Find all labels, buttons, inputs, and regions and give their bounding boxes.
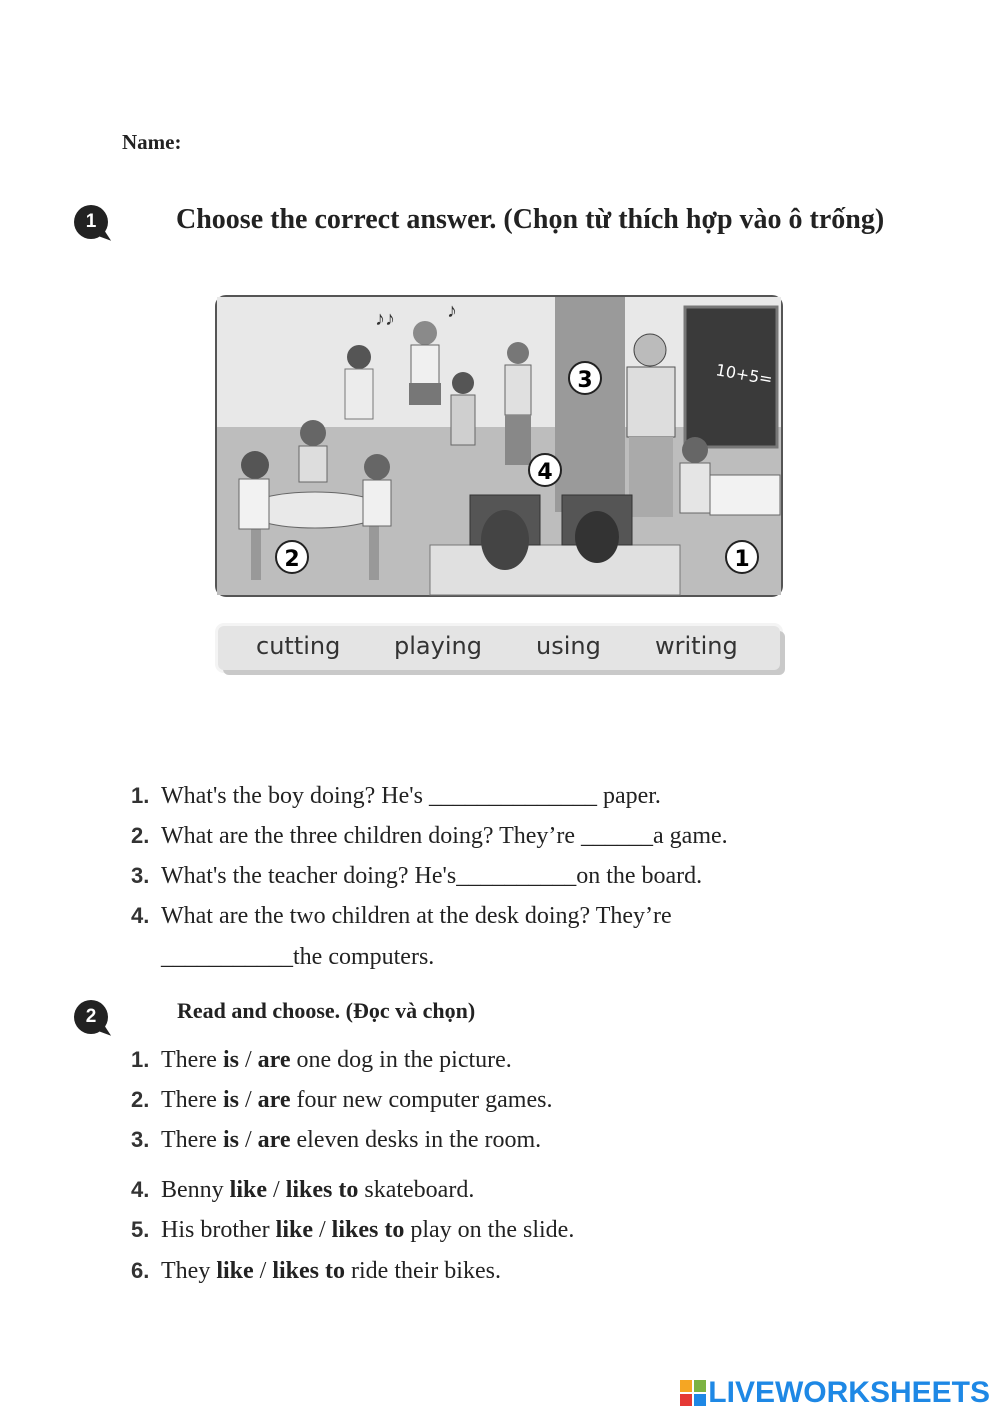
question-number: 1. xyxy=(131,783,150,808)
choice-item xyxy=(131,1256,501,1286)
item-number: 3. xyxy=(131,1127,150,1152)
answer-blank[interactable]: ___________ xyxy=(161,944,293,970)
item-text: eleven desks in the room. xyxy=(290,1127,542,1153)
choice-option-b[interactable]: likes to xyxy=(285,1177,359,1203)
word-bank-item: using xyxy=(536,632,601,660)
section-1-title: Choose the correct answer. (Chọn từ thích hợp vào ô trống) xyxy=(176,204,885,235)
section-2-title: Read and choose. (Đọc và chọn) xyxy=(177,998,476,1023)
picture-marker-4: 4 xyxy=(537,460,553,485)
item-text: There xyxy=(161,1087,223,1113)
choice-separator: / xyxy=(267,1177,286,1203)
item-text: one dog in the picture. xyxy=(290,1047,512,1073)
choice-item xyxy=(131,1125,541,1155)
item-number: 5. xyxy=(131,1217,150,1242)
item-text: skateboard. xyxy=(358,1177,475,1203)
question-text: a game. xyxy=(653,823,728,849)
question-text: paper. xyxy=(596,783,661,809)
choice-separator: / xyxy=(313,1217,332,1243)
picture-marker-1: 1 xyxy=(734,547,750,572)
question-text: What's the teacher doing? He's xyxy=(161,863,457,889)
item-text: His brother xyxy=(161,1217,276,1243)
word-bank-item: writing xyxy=(655,632,738,660)
choice-separator: / xyxy=(238,1127,258,1153)
item-number: 2. xyxy=(131,1087,150,1112)
name-label: Name: xyxy=(122,130,182,154)
question-4-continued xyxy=(161,942,434,972)
answer-blank[interactable]: ______________ xyxy=(428,783,597,809)
choice-separator: / xyxy=(253,1258,273,1284)
question-number: 3. xyxy=(131,863,150,888)
choice-option-b[interactable]: likes to xyxy=(272,1258,345,1284)
item-text: ride their bikes. xyxy=(345,1258,501,1284)
choice-option-a[interactable]: is xyxy=(222,1087,239,1113)
question-2 xyxy=(131,821,728,851)
choice-option-b[interactable]: are xyxy=(257,1047,291,1073)
choice-item xyxy=(131,1085,552,1115)
answer-blank[interactable]: ______ xyxy=(581,823,654,849)
item-text: Benny xyxy=(161,1177,230,1203)
item-text: four new computer games. xyxy=(290,1087,553,1113)
classroom-picture xyxy=(215,295,783,597)
svg-text:♪: ♪ xyxy=(447,300,457,322)
question-text: What's the boy doing? He's xyxy=(161,783,423,809)
board-text: 10+5= xyxy=(714,360,775,389)
question-text: What are the three children doing? They’re xyxy=(161,823,582,849)
item-number: 1. xyxy=(131,1047,150,1072)
choice-option-a[interactable]: like xyxy=(229,1177,268,1203)
item-text: play on the slide. xyxy=(404,1217,575,1243)
choice-item xyxy=(131,1175,474,1205)
question-number: 2. xyxy=(131,823,150,848)
item-text: There xyxy=(161,1047,223,1073)
choice-option-b[interactable]: are xyxy=(257,1087,291,1113)
liveworksheets-logo xyxy=(680,1376,990,1410)
question-3 xyxy=(131,861,702,891)
choice-option-a[interactable]: is xyxy=(222,1127,239,1153)
section-1-badge: 1 xyxy=(74,205,108,239)
item-number: 4. xyxy=(131,1177,150,1202)
choice-option-b[interactable]: are xyxy=(257,1127,291,1153)
item-text: They xyxy=(161,1258,217,1284)
choice-separator: / xyxy=(238,1047,258,1073)
question-number: 4. xyxy=(131,903,150,928)
picture-marker-2: 2 xyxy=(284,547,300,572)
answer-blank[interactable]: __________ xyxy=(456,863,577,889)
word-bank xyxy=(218,626,780,670)
picture-marker-3: 3 xyxy=(577,368,593,393)
choice-item xyxy=(131,1215,574,1245)
choice-option-a[interactable]: like xyxy=(275,1217,313,1243)
choice-item xyxy=(131,1045,512,1075)
choice-option-a[interactable]: is xyxy=(222,1047,239,1073)
question-text: What are the two children at the desk doing? They’re xyxy=(161,903,672,929)
item-text: There xyxy=(161,1127,223,1153)
choice-option-a[interactable]: like xyxy=(216,1258,254,1284)
question-1 xyxy=(131,781,661,811)
question-text: the computers. xyxy=(293,944,435,970)
item-number: 6. xyxy=(131,1258,150,1283)
word-bank-item: playing xyxy=(394,632,482,660)
section-2-badge: 2 xyxy=(74,1000,108,1034)
logo-grid-icon xyxy=(680,1380,706,1406)
word-bank-item: cutting xyxy=(256,632,341,660)
logo-text: LIVEWORKSHEETS xyxy=(708,1376,990,1409)
question-text: on the board. xyxy=(576,863,703,889)
choice-separator: / xyxy=(238,1087,258,1113)
question-4 xyxy=(131,901,672,931)
choice-option-b[interactable]: likes to xyxy=(331,1217,405,1243)
svg-text:♪♪: ♪♪ xyxy=(375,308,395,330)
